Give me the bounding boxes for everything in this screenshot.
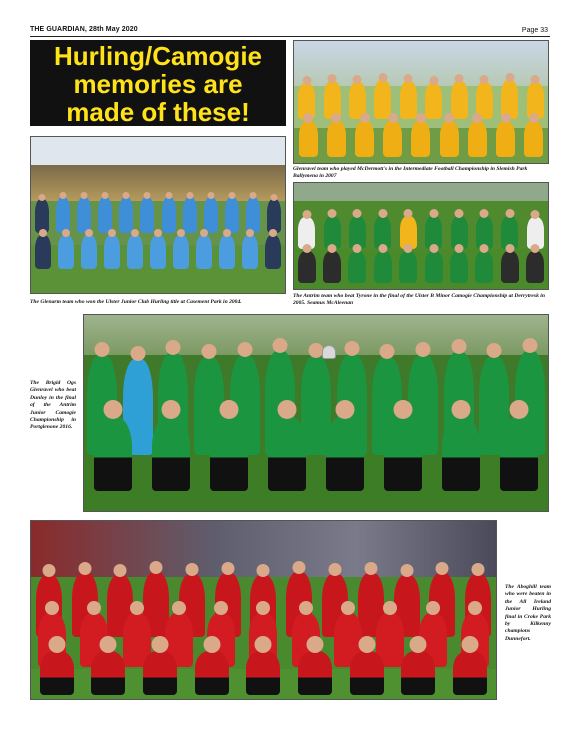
headline: [30, 40, 286, 126]
headline-line-1: Hurling/Camogie: [53, 41, 262, 71]
headline-line-2: memories are: [73, 69, 243, 99]
photo-glenravel-team: [293, 40, 549, 164]
photo-aboghill-team: [30, 520, 497, 700]
photo-antrim-team: [293, 182, 549, 290]
trophy-icon: [322, 345, 336, 359]
photo-brigid-ogs-team: [83, 314, 549, 512]
caption-brigid-ogs: The Brigid Ogs Glenravel who beat Dunloy in the final of the Antrim Junior Camogie Championship in Portglenone 2016.: [30, 380, 76, 431]
caption-glenarm: The Glenarm team who won the Ulster Junior Club Hurling title at Casement Park in 2004.: [30, 299, 242, 305]
photo-glenarm-team: [30, 136, 286, 294]
headline-line-3: made of these!: [66, 97, 250, 127]
caption-aboghill: The Aboghill team who were beaten in the All Ireland Junior Hurling final in Croke Park by Kilkenny champions Dunnefort.: [505, 584, 551, 642]
header-rule: [30, 36, 550, 37]
page-number: Page 33: [521, 27, 548, 34]
caption-glenravel: Glenravel team who played McDermott's in the Intermediate Football Championship in Slemish Park Ballymena in 2007: [293, 166, 528, 179]
caption-antrim: The Antrim team who beat Tyrone in the final of the Ulster B Minor Camogie Championship at Derrytresk in 2005. Seamus McAleenan: [293, 293, 545, 306]
publication-date: THE GUARDIAN, 28th May 2020: [30, 26, 138, 33]
